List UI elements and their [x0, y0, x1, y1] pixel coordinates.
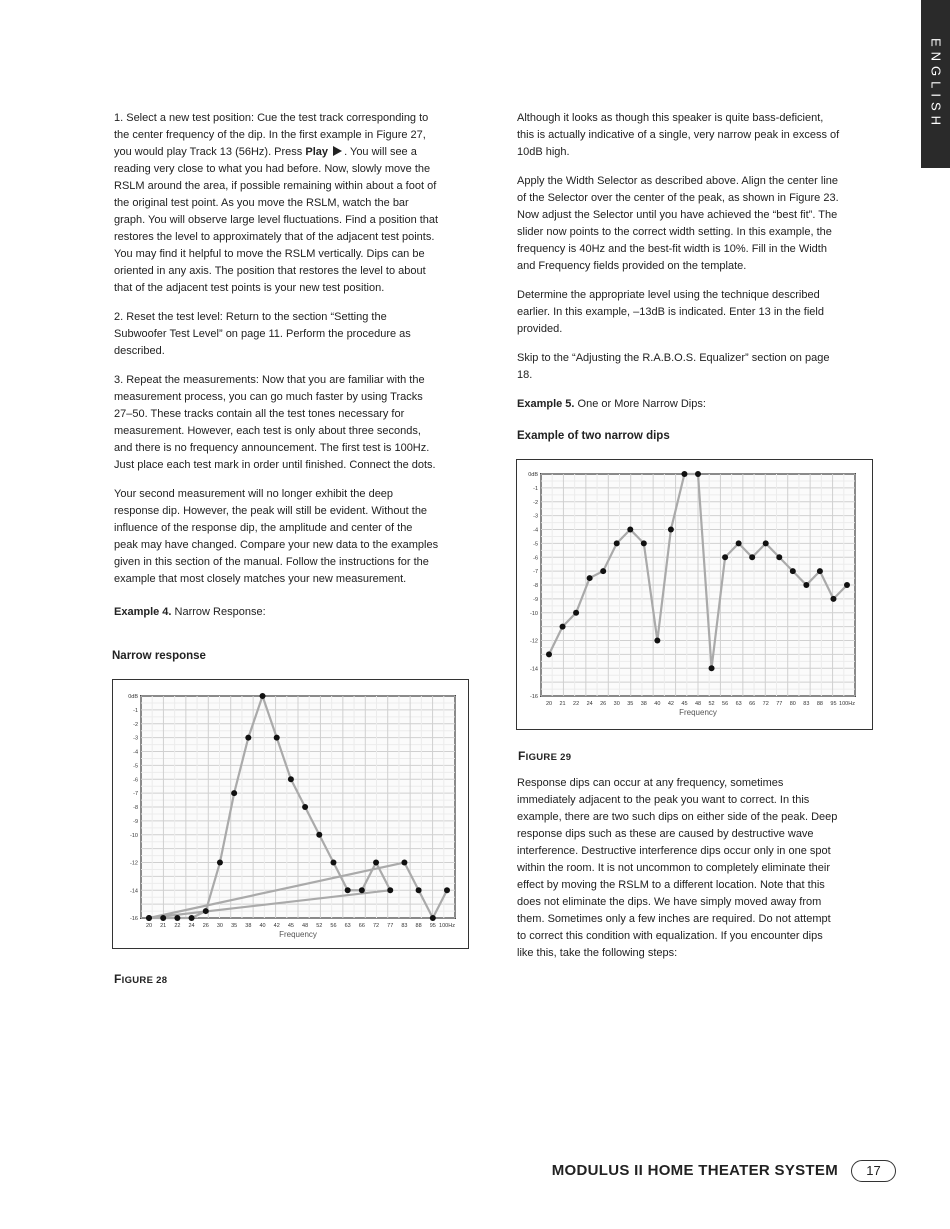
x-tick-label: 38: [245, 923, 252, 929]
x-tick-label: 42: [273, 923, 280, 929]
x-tick-label: 21: [160, 923, 167, 929]
right-column: [517, 110, 842, 425]
data-point: [217, 860, 223, 866]
y-tick-label: -6: [533, 555, 538, 562]
right-paragraph-3: Determine the appropriate level using the technique described earlier. In this example, –13dB is indicated. Enter 13 in the field provided.: [517, 289, 824, 335]
play-label: Play: [305, 146, 329, 158]
data-point: [330, 860, 336, 866]
x-tick-label: 48: [694, 701, 702, 707]
example5-label: Example 5.: [517, 398, 575, 410]
data-point: [302, 804, 308, 810]
example4-label: Example 4.: [114, 606, 172, 618]
right-paragraph-1: Although it looks as though this speaker is quite bass-deficient, this is actually indicative of a single, very narrow peak in excess of 10dB high.: [517, 112, 840, 158]
x-tick-label: 66: [358, 923, 365, 929]
data-point: [803, 582, 809, 588]
data-point: [600, 568, 606, 574]
chart2-svg: [517, 460, 872, 729]
x-tick-label: 38: [640, 701, 647, 707]
x-tick-label: 80: [789, 701, 796, 707]
y-tick-label: -10: [130, 832, 138, 839]
footer-title: MODULUS II HOME THEATER SYSTEM: [551, 1162, 838, 1179]
x-axis-title: Frequency: [279, 930, 317, 939]
x-tick-label: 20: [145, 923, 153, 929]
y-tick-label: 0dB: [128, 694, 138, 700]
y-tick-label: -10: [530, 610, 538, 617]
fig28-rest: IGURE 28: [121, 975, 168, 986]
p1-rest-text: . You will see a reading very close to what you had before. Now, slowly move the RSLM around the area, if possible remaining within about a foot of the original test point. As you move the RSLM, watch the bar graph. You will observe large level fluctuations. Find a position that restores the level to approximately that of the adjacent test points. You may find it helpful to move the RSLM vertically. Dips can be oriented in any axis. The position that restores the level to about that of the adjacent test points is your new test position.: [114, 146, 439, 294]
data-point: [401, 860, 407, 866]
chart1-title: Narrow response: [112, 650, 206, 662]
x-tick-label: 95: [429, 923, 436, 929]
right-paragraph-4: Skip to the “Adjusting the R.A.B.O.S. Equalizer” section on page 18.: [517, 352, 830, 381]
data-point: [231, 790, 237, 796]
right-paragraph-2: Apply the Width Selector as described above. Align the center line of the Selector over the center of the peak, as shown in Figure 23. Now adjust the Selector until you have achieved the “best fit”. The slider now points to the correct width setting. In this example, the frequency is 40Hz and the best-fit width is 10%. Fill in the Width and Frequency fields provided on the template.: [517, 175, 839, 272]
data-point: [627, 527, 633, 533]
x-tick-label: 22: [174, 923, 181, 929]
y-tick-label: -4: [533, 527, 538, 534]
chart1-svg: [113, 680, 468, 948]
chart2-title: Example of two narrow dips: [517, 430, 670, 442]
y-tick-label: -8: [533, 583, 538, 589]
left-paragraph-4: Your second measurement will no longer exhibit the deep response dip. However, the peak will still be evident. Without the influence of the response dip, the amplitude and center of the peak may have changed. Compare your new data to the examples given in this section of the manual. Follow the instructions for the example that most closely matches your new measurement.: [114, 488, 439, 585]
x-tick-label: 22: [573, 701, 580, 707]
x-tick-label: 26: [600, 701, 607, 707]
data-point: [695, 471, 701, 477]
y-tick-label: -8: [133, 805, 138, 811]
figure29-caption: [518, 749, 571, 763]
data-point: [359, 887, 365, 893]
data-point: [641, 540, 647, 546]
x-tick-label: 83: [401, 923, 408, 929]
y-tick-label: 0dB: [528, 472, 538, 478]
page-number: 17: [851, 1160, 896, 1182]
y-tick-label: -16: [130, 916, 138, 922]
y-tick-label: -16: [530, 694, 538, 700]
data-point: [681, 471, 687, 477]
example4-text: Narrow Response:: [171, 606, 266, 618]
data-point: [146, 915, 152, 921]
example5-text: One or More Narrow Dips:: [574, 398, 706, 410]
right-example-heading: [517, 396, 842, 413]
y-tick-label: -6: [133, 777, 138, 784]
x-tick-label: 26: [202, 923, 209, 929]
x-tick-label: 63: [735, 701, 742, 707]
left-column: [114, 110, 439, 633]
x-tick-label: 95: [830, 701, 837, 707]
x-tick-label: 56: [722, 701, 729, 707]
data-point: [345, 887, 351, 893]
x-tick-label: 45: [287, 923, 294, 929]
play-icon: [333, 146, 342, 156]
data-point: [709, 665, 715, 671]
x-tick-label: 88: [816, 701, 823, 707]
left-paragraph-2: 2. Reset the test level: Return to the section “Setting the Subwoofer Test Level” on page 11. Perform the procedure as described.: [114, 311, 411, 357]
figure28-caption: [114, 972, 167, 986]
x-tick-label: 72: [372, 923, 380, 929]
y-tick-label: -5: [533, 541, 538, 548]
y-tick-label: -9: [133, 818, 138, 825]
y-tick-label: -5: [133, 763, 138, 770]
data-point: [776, 554, 782, 560]
x-tick-label: 35: [231, 923, 238, 929]
data-point: [189, 915, 195, 921]
chart1-frame: [112, 679, 469, 949]
y-tick-label: -14: [130, 888, 138, 895]
data-point: [830, 596, 836, 602]
y-tick-label: -12: [530, 638, 538, 645]
data-point: [274, 735, 280, 741]
x-tick-label: 21: [559, 701, 566, 707]
x-tick-label: 52: [316, 923, 323, 929]
fig29-rest: IGURE 29: [525, 752, 572, 763]
data-point: [844, 582, 850, 588]
x-tick-label: 40: [259, 923, 266, 929]
language-tab: [921, 0, 950, 168]
x-tick-label: 63: [344, 923, 351, 929]
fig29-initial: F: [518, 749, 526, 763]
language-tab-label: ENGLISH: [928, 37, 943, 131]
x-tick-label: 24: [188, 923, 195, 929]
x-tick-label: 100Hz: [839, 701, 855, 707]
data-point: [160, 915, 166, 921]
x-tick-label: 30: [613, 701, 620, 707]
data-point: [749, 554, 755, 560]
x-tick-label: 66: [749, 701, 756, 707]
x-tick-label: 83: [803, 701, 810, 707]
y-tick-label: -12: [130, 860, 138, 867]
data-point: [546, 651, 552, 657]
data-point: [373, 860, 379, 866]
data-point: [416, 887, 422, 893]
fig28-initial: F: [114, 972, 122, 986]
data-point: [387, 887, 393, 893]
y-tick-label: -14: [530, 666, 538, 673]
data-point: [817, 568, 823, 574]
x-tick-label: 56: [330, 923, 337, 929]
x-tick-label: 42: [667, 701, 674, 707]
y-tick-label: -1: [533, 485, 538, 492]
x-axis-title: Frequency: [679, 708, 717, 717]
y-tick-label: -7: [533, 569, 538, 576]
right-column-lower: [517, 775, 842, 974]
data-point: [444, 887, 450, 893]
data-point: [288, 776, 294, 782]
y-tick-label: -2: [533, 499, 538, 506]
data-point: [430, 915, 436, 921]
x-tick-label: 45: [681, 701, 688, 707]
left-example-heading: [114, 604, 439, 621]
x-tick-label: 24: [586, 701, 593, 707]
x-tick-label: 88: [415, 923, 422, 929]
data-point: [654, 638, 660, 644]
data-point: [722, 554, 728, 560]
p1-text: 1. Select a new test position: Cue the test track corresponding to the center frequency of the dip. In the first example in Figure 27, you would play Track 13 (56Hz). Press: [114, 112, 429, 158]
y-tick-label: -4: [133, 749, 138, 756]
data-point: [573, 610, 579, 616]
x-tick-label: 40: [654, 701, 661, 707]
data-point: [790, 568, 796, 574]
y-tick-label: -2: [133, 721, 138, 728]
data-point: [668, 527, 674, 533]
data-point: [174, 915, 180, 921]
data-point: [736, 540, 742, 546]
data-point: [560, 624, 566, 630]
x-tick-label: 48: [302, 923, 309, 929]
left-paragraph-3: 3. Repeat the measurements: Now that you are familiar with the measurement process, you can go much faster by using Tracks 27–50. These tracks contain all the test tones necessary for measurement. However, each test is only about three seconds, and there is no frequency announcement. The first test is 100Hz. Just place each test mark in order until finished. Connect the dots.: [114, 374, 436, 471]
x-tick-label: 100Hz: [439, 923, 455, 929]
x-tick-label: 77: [776, 701, 783, 707]
y-tick-label: -9: [533, 596, 538, 603]
right-paragraph-5: Response dips can occur at any frequency, sometimes immediately adjacent to the peak you want to correct. In this example, there are two such dips on either side of the peak. Deep response dips such as these are caused by destructive wave interference. Destructive interference dips occur only in one spot within the room. It is not uncommon to completely eliminate their effect by moving the RSLM to a different location. Note that this does not eliminate the dips. We have simply moved away from them. Sometimes only a few inches are required. Do not attempt to correct this condition with equalization. If you encounter dips like this, take the following steps:: [517, 777, 838, 959]
data-point: [763, 540, 769, 546]
y-tick-label: -3: [133, 735, 138, 742]
x-tick-label: 30: [216, 923, 224, 929]
x-tick-label: 72: [762, 701, 769, 707]
data-point: [203, 908, 209, 914]
data-point: [245, 735, 251, 741]
data-point: [614, 540, 620, 546]
x-tick-label: 20: [545, 701, 553, 707]
x-tick-label: 77: [387, 923, 394, 929]
chart2-frame: [516, 459, 873, 730]
x-tick-label: 52: [708, 701, 715, 707]
left-paragraph-1: [114, 110, 439, 297]
y-tick-label: -3: [533, 513, 538, 520]
data-point: [587, 575, 593, 581]
data-point: [260, 693, 266, 699]
y-tick-label: -7: [133, 791, 138, 798]
y-tick-label: -1: [133, 707, 138, 714]
x-tick-label: 35: [627, 701, 634, 707]
data-point: [316, 832, 322, 838]
